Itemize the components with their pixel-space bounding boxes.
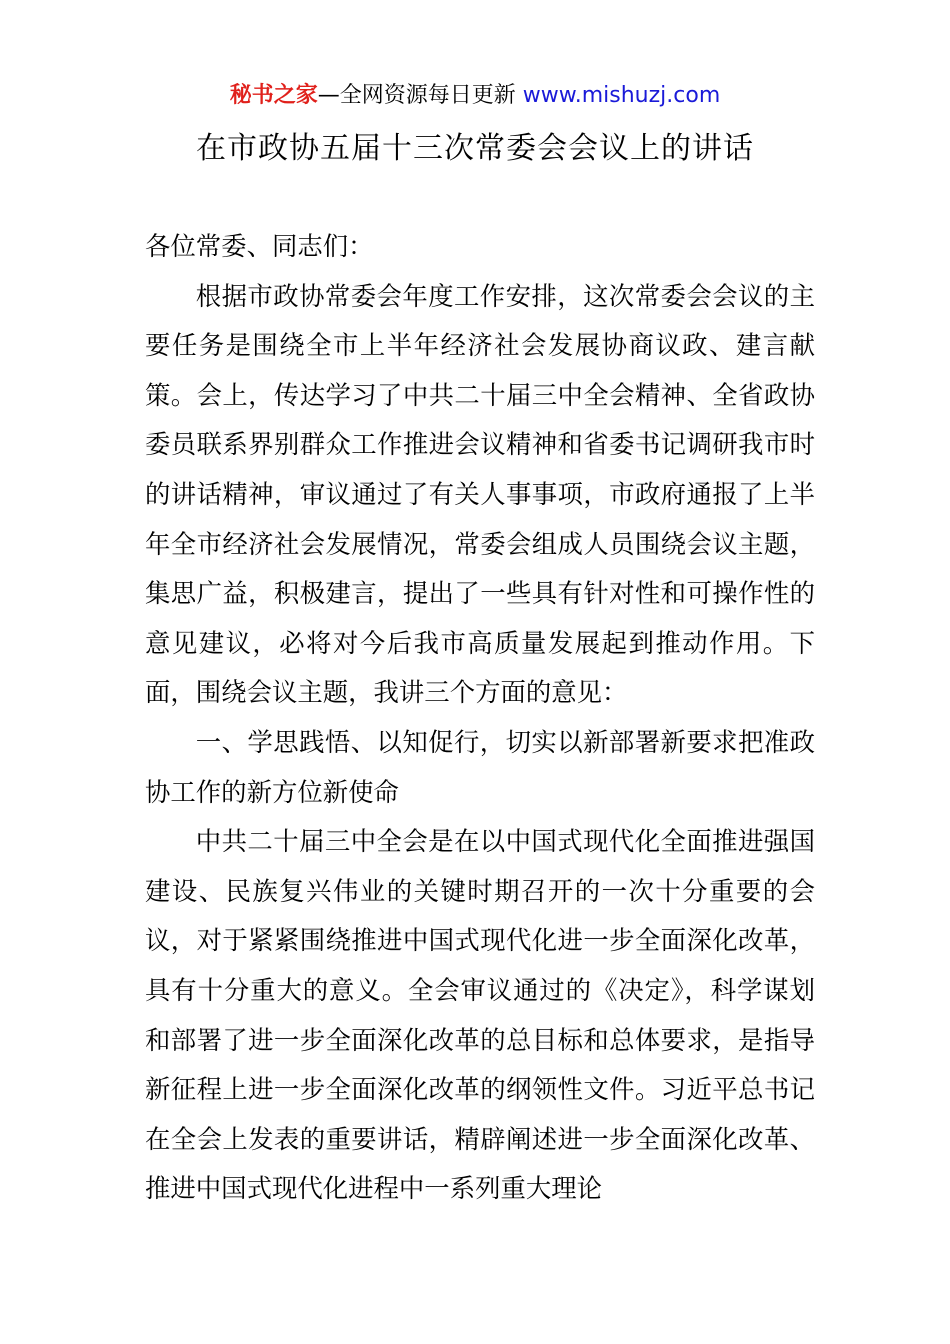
site-url-link[interactable]: www.mishuzj.com [522,83,721,108]
body-paragraph: 根据市政协常委会年度工作安排，这次常委会会议的主要任务是围绕全市上半年经济社会发展协商议政、建言献策。会上，传达学习了中共二十届三中全会精神、全省政协委员联系界别群众工作推进会议精神和省委书记调研我市时的讲话精神，审议通过了有关人事事项，市政府通报了上半年全市经济社会发展情况，常委会组成人员围绕会议主题，集思广益，积极建言，提出了一些具有针对性和可操作性的意见建议，必将对今后我市高质量发展起到推动作用。下面，围绕会议主题，我讲三个方面的意见： [145,280,815,708]
document-title: 在市政协五届十三次常委会会议上的讲话 [196,131,754,166]
site-header [0,80,950,112]
brand-name: 秘书之家 [229,83,318,108]
section-heading: 一、学思践悟、以知促行，切实以新部署新要求把准政协工作的新方位新使命 [145,726,815,807]
document-body [145,222,815,1214]
salutation: 各位常委、同志们： [145,231,374,261]
header-tagline: —全网资源每日更新 [317,83,516,108]
body-paragraph: 中共二十届三中全会是在以中国式现代化全面推进强国建设、民族复兴伟业的关键时期召开的一次十分重要的会议，对于紧紧围绕推进中国式现代化进一步全面深化改革，具有十分重大的意义。全会审议通过的《决定》，科学谋划和部署了进一步全面深化改革的总目标和总体要求，是指导新征程上进一步全面深化改革的纲领性文件。习近平总书记在全会上发表的重要讲话，精辟阐述进一步全面深化改革、推进中国式现代化进程中一系列重大理论 [145,826,815,1204]
